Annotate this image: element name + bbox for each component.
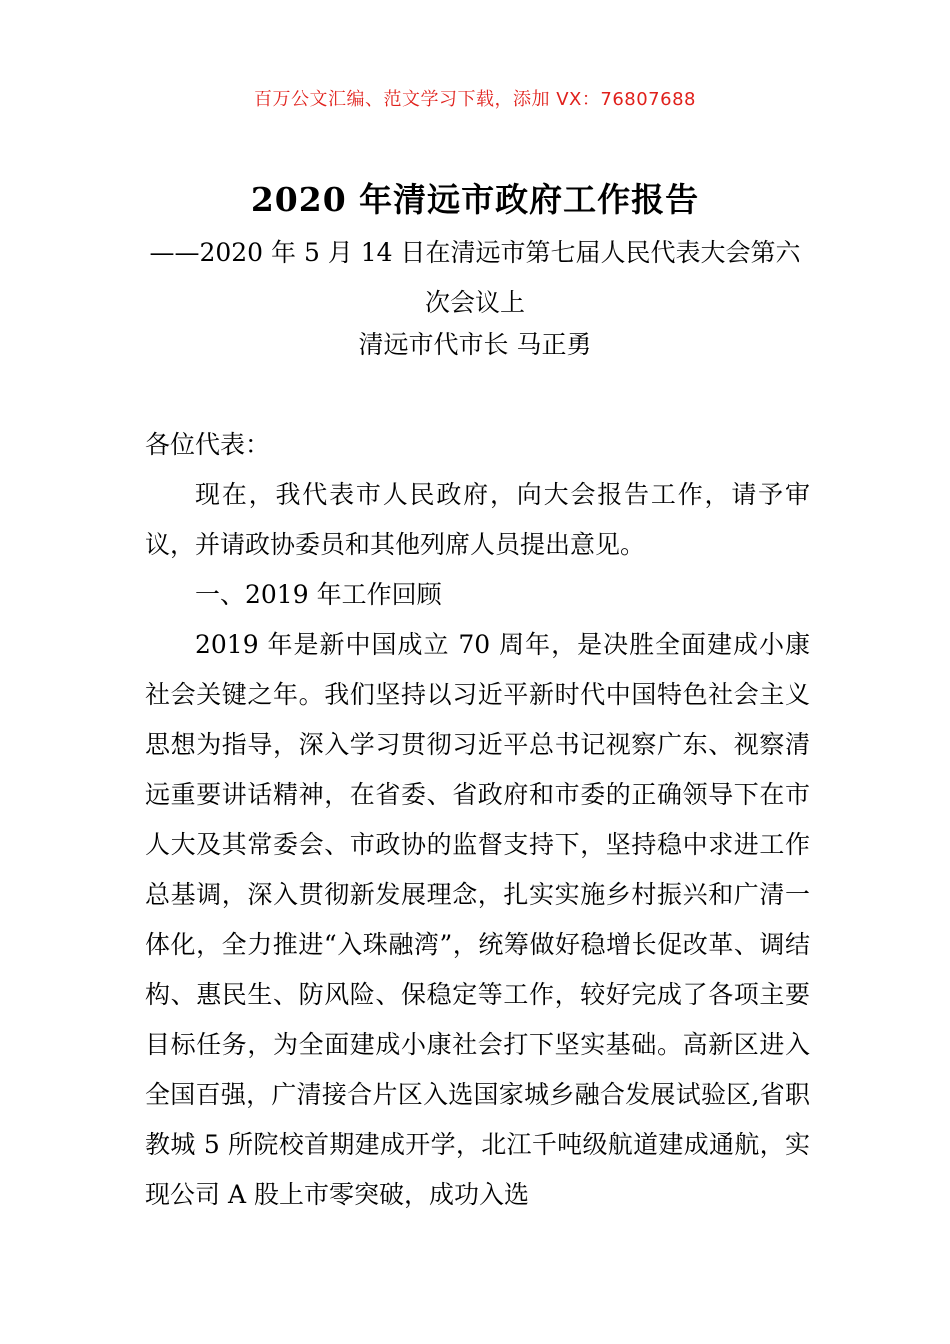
report-body [145,420,810,1220]
header-note: 百万公文汇编、范文学习下载，添加 VX：76807688 [254,89,696,110]
opening-paragraph: 现在，我代表市人民政府，向大会报告工作，请予审议，并请政协委员和其他列席人员提出意见。 [145,480,810,559]
section-heading: 一、2019 年工作回顾 [195,580,442,609]
speaker-line: 清远市代市长 马正勇 [358,330,592,359]
review-paragraph: 2019 年是新中国成立 70 周年，是决胜全面建成小康社会关键之年。我们坚持以习近平新时代中国特色社会主义思想为指导，深入学习贯彻习近平总书记视察广东、视察清远重要讲话精神，在省委、省政府和市委的正确领导下在市人大及其常委会、市政协的监督支持下，坚持稳中求进工作总基调，深入贯彻新发展理念，扎实实施乡村振兴和广清一体化，全力推进“入珠融湾”，统筹做好稳增长促改革、调结构、惠民生、防风险、保稳定等工作，较好完成了各项主要目标任务，为全面建成小康社会打下坚实基础。高新区进入全国百强，广清接合片区入选国家城乡融合发展试验区,省职教城 5 所院校首期建成开学，北江千吨级航道建成通航，实现公司 A 股上市零突破，成功入选 [145,630,810,1209]
report-subtitle: ——2020 年 5 月 14 日在清远市第七届人民代表大会第六次会议上 [149,238,801,317]
salutation: 各位代表： [145,430,271,459]
report-title: 2020 年清远市政府工作报告 [250,180,700,219]
